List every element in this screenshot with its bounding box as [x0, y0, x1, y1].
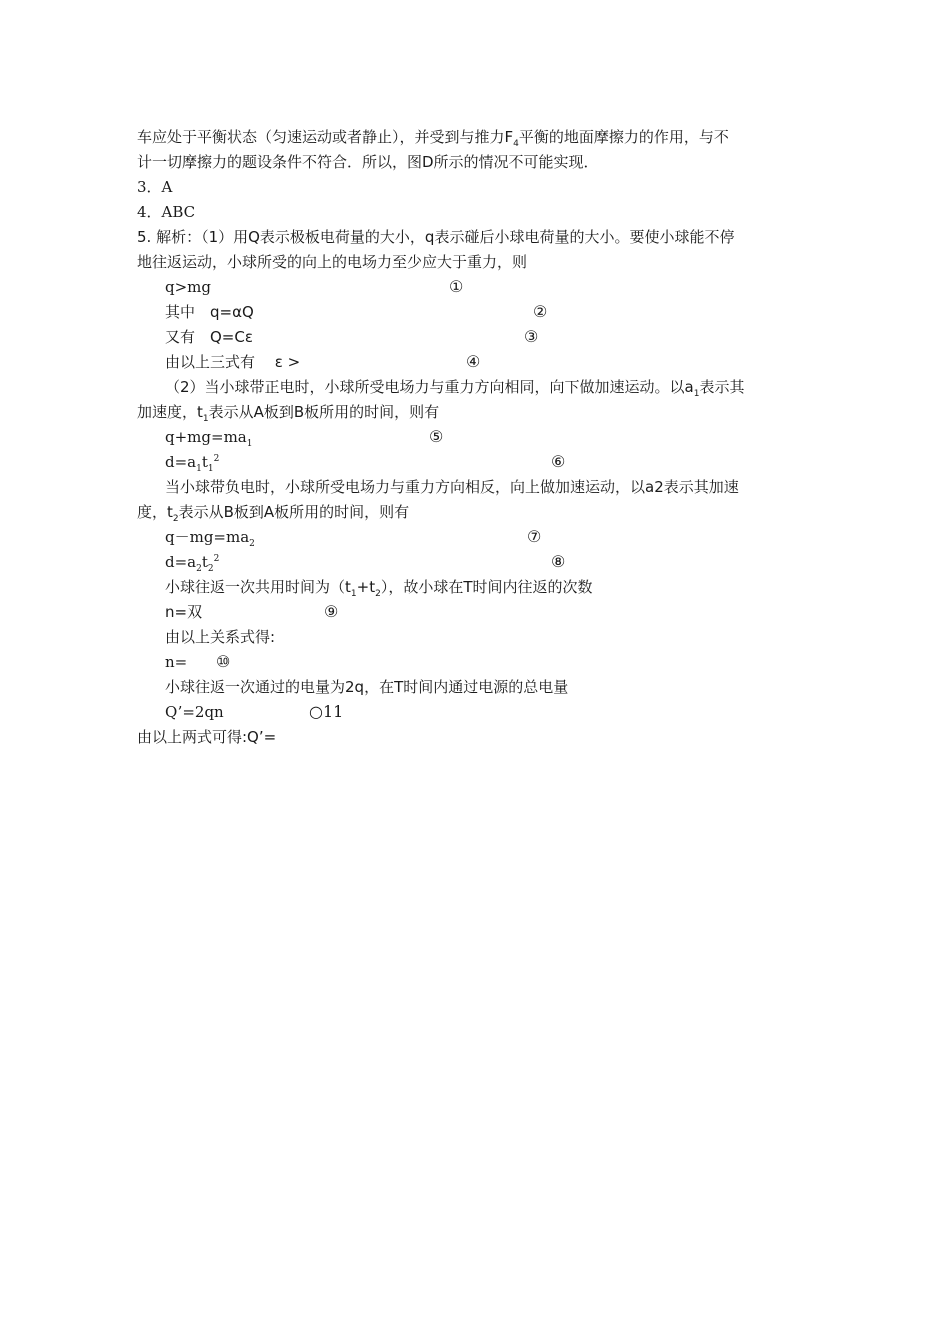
- equation-10: n=: [165, 653, 188, 671]
- equation-8-number: ⑧: [551, 552, 566, 571]
- answer-3: 3．A: [137, 178, 173, 196]
- equation-1-number: ①: [449, 277, 464, 296]
- equation-9: n=双: [165, 603, 203, 621]
- part-2-line: （2）当小球带正电时，小球所受电场力与重力方向相同，向下做加速运动。以$a_1$表示其: [165, 378, 745, 399]
- part-3-line: 度，$t_2$表示从B板到A板所用的时间，则有: [137, 503, 410, 524]
- equation-9-number: ⑨: [324, 602, 339, 621]
- part-2-line: 加速度，$t_1$表示从A板到B板所用的时间，则有: [137, 403, 440, 424]
- equation-6: $d=a_1t_1^2$: [165, 453, 220, 474]
- equation-7-number: ⑦: [527, 527, 542, 546]
- final-line: 由以上两式可得:Q’=: [137, 728, 277, 746]
- equation-3: 又有 Q=Cε: [165, 328, 253, 346]
- equation-11-number: ○11: [309, 702, 344, 721]
- equation-8: $d=a_2t_2^2$: [165, 553, 220, 574]
- equation-3-number: ③: [524, 327, 539, 346]
- equation-11: Q’=2qn: [165, 703, 224, 721]
- answer-4: 4．ABC: [137, 203, 196, 221]
- relations-line: 由以上关系式得:: [165, 628, 276, 646]
- equation-4-number: ④: [466, 352, 481, 371]
- equation-7: $q-mg=ma_2$: [165, 528, 255, 549]
- equation-6-number: ⑥: [551, 452, 566, 471]
- equation-4: 由以上三式有 ε >: [165, 353, 301, 371]
- part-3-line: 当小球带负电时，小球所受电场力与重力方向相反，向上做加速运动，以a2表示其加速: [165, 478, 739, 496]
- equation-2: 其中 q=αQ: [165, 303, 254, 321]
- paragraph-line: 计一切摩擦力的题设条件不符合．所以，图D所示的情况不可能实现．: [137, 153, 599, 171]
- roundtrip-line: 小球往返一次共用时间为$(t_1+t_2)$，故小球在T时间内往返的次数: [165, 578, 593, 599]
- answer-5-line: 地往返运动，小球所受的向上的电场力至少应大于重力，则: [137, 253, 528, 271]
- paragraph-line: 车应处于平衡状态（匀速运动或者静止），并受到与推力$F_4$平衡的地面摩擦力的作用，与不: [137, 128, 729, 149]
- equation-5-number: ⑤: [429, 427, 444, 446]
- answer-5-line: 5. 解析：（1）用Q表示极板电荷量的大小，q表示碰后小球电荷量的大小。要使小球能不停: [137, 228, 735, 246]
- equation-2-number: ②: [533, 302, 548, 321]
- equation-1: q>mg: [165, 278, 211, 296]
- equation-5: $q+mg=ma_1$: [165, 428, 253, 449]
- charge-line: 小球往返一次通过的电量为2q，在T时间内通过电源的总电量: [165, 678, 569, 696]
- equation-10-number: ⑩: [216, 652, 231, 671]
